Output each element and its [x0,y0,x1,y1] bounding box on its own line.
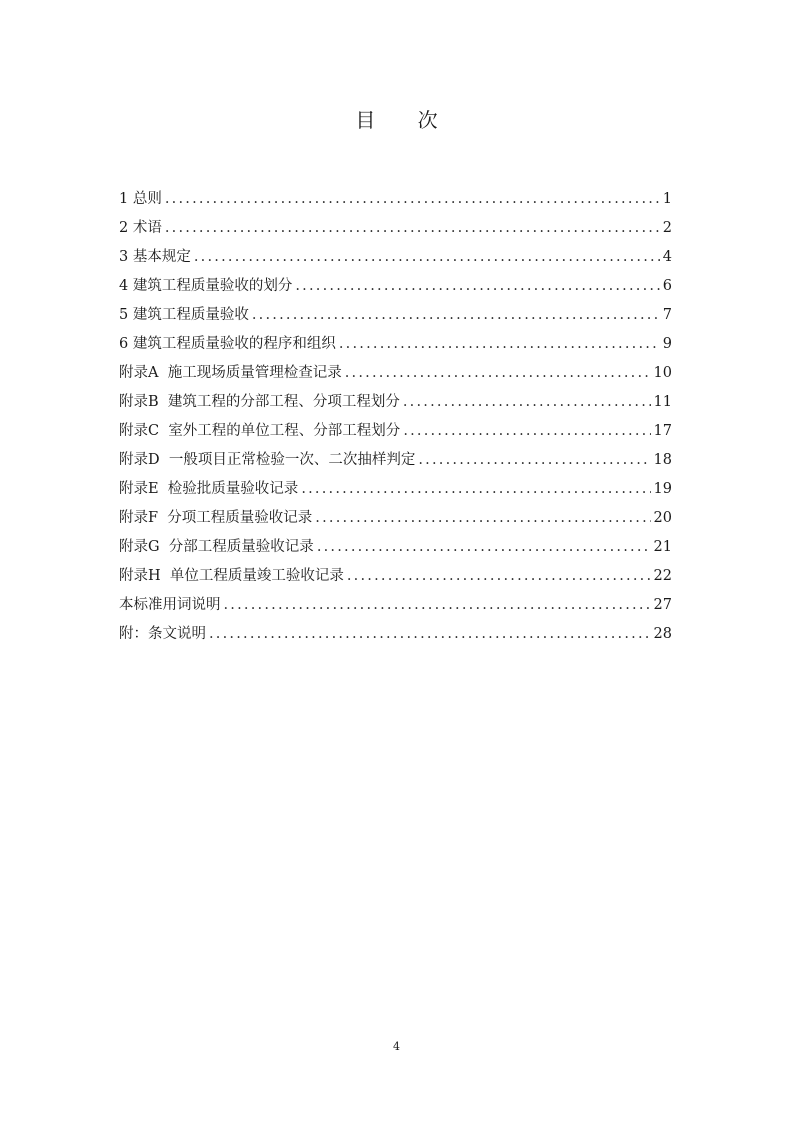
toc-entry-label: 5 建筑工程质量验收 [119,307,249,323]
toc-leader [209,620,651,649]
toc-entry-label: 附录G 分部工程质量验收记录 [119,539,314,555]
toc-entry-label: 4 建筑工程质量验收的划分 [119,278,293,294]
toc-entry-page: 18 [653,452,672,468]
toc-leader [403,388,651,417]
toc-entry-label: 附录D 一般项目正常检验一次、二次抽样判定 [119,452,416,468]
toc-entry[interactable] [119,504,672,533]
toc-entry-label: 附：条文说明 [119,626,206,642]
toc-entry-label: 3 基本规定 [119,249,191,265]
toc-entry-page: 6 [662,278,672,294]
toc-entry[interactable] [119,446,672,475]
toc-entry[interactable] [119,388,672,417]
toc-leader [252,301,660,330]
toc-entry-page: 20 [653,510,672,526]
toc-entry-page: 11 [653,394,672,410]
toc-leader [295,272,659,301]
toc-entry-page: 22 [653,568,672,584]
toc-leader [339,330,660,359]
page-title: 目 次 [355,108,456,132]
toc-entry-label: 本标准用词说明 [119,597,221,613]
toc-leader [345,359,651,388]
toc-leader [317,533,651,562]
toc-leader [194,243,660,272]
toc-entry-page: 4 [662,249,672,265]
toc-entry-label: 1 总则 [119,191,162,207]
toc-leader [165,185,660,214]
toc-entry[interactable] [119,620,672,649]
toc-leader [347,562,651,591]
table-of-contents [119,185,672,649]
toc-entry-page: 10 [653,365,672,381]
toc-entry-page: 21 [653,539,672,555]
toc-entry-page: 17 [653,423,672,439]
toc-entry[interactable] [119,591,672,620]
toc-entry-page: 9 [662,336,672,352]
toc-entry-label: 附录H 单位工程质量竣工验收记录 [119,568,344,584]
toc-entry-page: 1 [662,191,672,207]
toc-entry[interactable] [119,214,672,243]
toc-entry[interactable] [119,475,672,504]
toc-entry[interactable] [119,417,672,446]
page-number: 4 [393,1040,400,1053]
toc-entry[interactable] [119,185,672,214]
toc-entry-page: 27 [653,597,672,613]
toc-leader [301,475,650,504]
toc-leader [403,417,650,446]
toc-entry-page: 19 [653,481,672,497]
toc-entry-label: 附录A 施工现场质量管理检查记录 [119,365,342,381]
toc-entry[interactable] [119,272,672,301]
toc-entry-label: 附录E 检验批质量验收记录 [119,481,299,497]
toc-entry-label: 附录C 室外工程的单位工程、分部工程划分 [119,423,401,439]
toc-entry-label: 附录B 建筑工程的分部工程、分项工程划分 [119,394,400,410]
toc-entry[interactable] [119,533,672,562]
toc-entry-page: 2 [662,220,672,236]
toc-entry-label: 6 建筑工程质量验收的程序和组织 [119,336,336,352]
toc-entry-page: 7 [662,307,672,323]
toc-leader [315,504,650,533]
toc-leader [418,446,650,475]
toc-leader [165,214,660,243]
toc-entry[interactable] [119,330,672,359]
toc-entry[interactable] [119,243,672,272]
toc-entry-label: 附录F 分项工程质量验收记录 [119,510,313,526]
toc-leader [224,591,651,620]
toc-entry-label: 2 术语 [119,220,162,236]
toc-entry-page: 28 [653,626,672,642]
toc-entry[interactable] [119,562,672,591]
toc-entry[interactable] [119,301,672,330]
toc-entry[interactable] [119,359,672,388]
